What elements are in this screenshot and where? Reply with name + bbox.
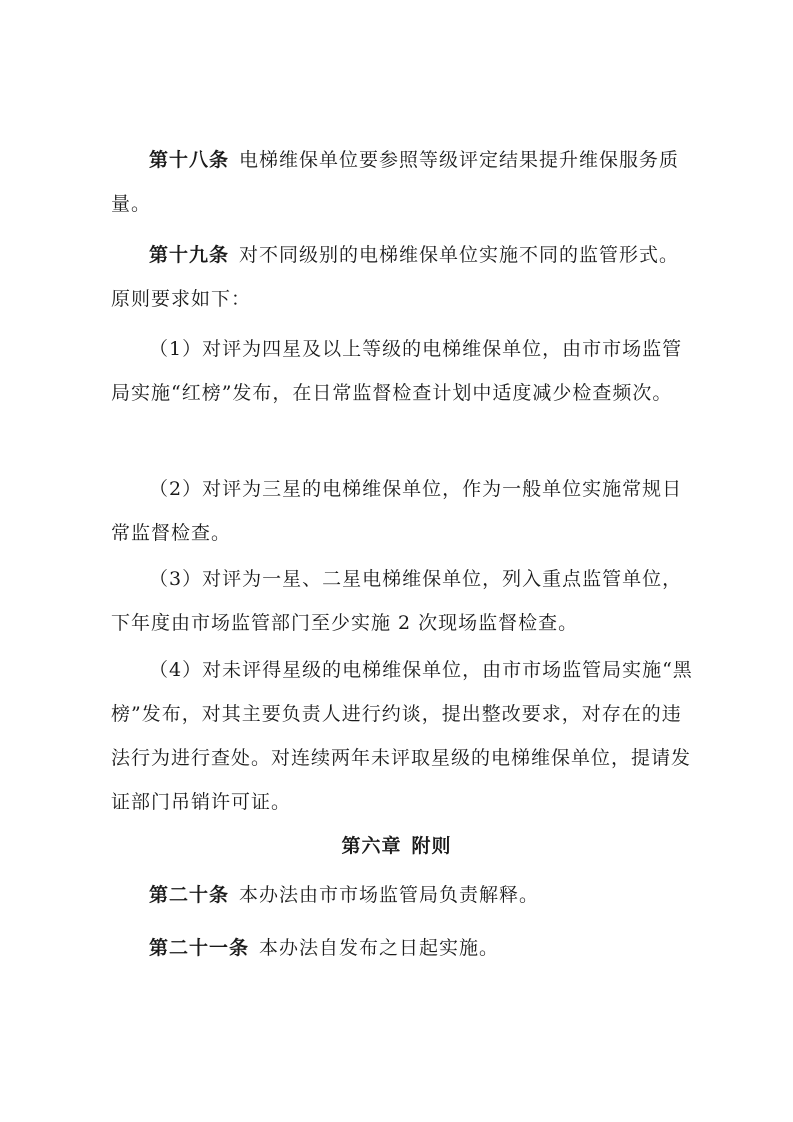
article-19 xyxy=(111,233,696,321)
chapter-title: 附则 xyxy=(411,835,452,857)
article-18-text: 电梯维保单位要参照等级评定结果提升维保服务质量。 xyxy=(111,149,680,215)
article-18 xyxy=(111,138,696,226)
chapter-heading xyxy=(0,824,793,868)
list-item-2: （2）对评为三星的电梯维保单位，作为一般单位实施常规日常监督检查。 xyxy=(111,478,683,544)
list-item-3: （3）对评为一星、二星电梯维保单位，列入重点监管单位，下年度由市场监管部门至少实施 2 次现场监督检查。 xyxy=(111,568,683,634)
list-item-1: （1）对评为四星及以上等级的电梯维保单位，由市市场监管局实施“红榜”发布，在日常监督检查计划中适度减少检查频次。 xyxy=(111,338,683,404)
article-21-label: 第二十一条 xyxy=(149,937,250,959)
article-21-text: 本办法自发布之日起实施。 xyxy=(259,937,500,959)
article-20-text: 本办法由市市场监管局负责解释。 xyxy=(239,884,540,906)
article-20-label: 第二十条 xyxy=(149,884,230,906)
article-19-label: 第十九条 xyxy=(149,244,230,266)
article-18-label: 第十八条 xyxy=(149,149,230,171)
chapter-number: 第六章 xyxy=(341,835,402,857)
article-21 xyxy=(111,926,696,970)
list-item-4: （4）对未评得星级的电梯维保单位，由市市场监管局实施“黑榜”发布，对其主要负责人进行约谈，提出整改要求，对存在的违法行为进行查处。对连续两年未评取星级的电梯维保单位，提请发证部门吊销许可证。 xyxy=(111,659,693,813)
article-19-text: 对不同级别的电梯维保单位实施不同的监管形式。原则要求如下： xyxy=(111,244,680,310)
article-20 xyxy=(111,873,696,917)
